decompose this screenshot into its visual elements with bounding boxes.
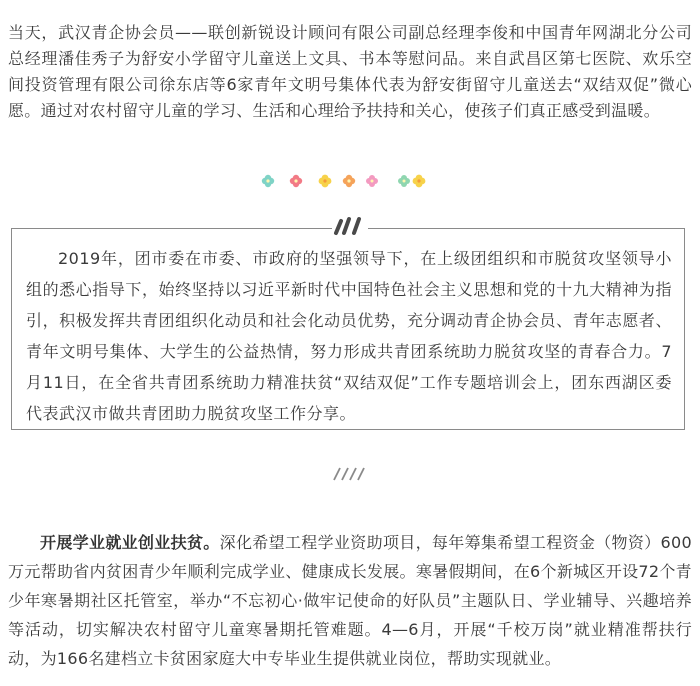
- flower-icon: [398, 175, 410, 187]
- slash-divider-icon: [324, 466, 376, 482]
- quote-box-text: 2019年，团市委在市委、市政府的坚强领导下，在上级团组织和市脱贫攻坚领导小组的悉心指导下，始终坚持以习近平新时代中国特色社会主义思想和党的十九大精神为指引，积极发挥共青团组织化动员和社会化动员优势，充分调动青企协会员、青年志愿者、青年文明号集体、大学生的公益热情，努力形成共青团系统助力脱贫攻坚的青春合力。7月11日，在全省共青团系统助力精准扶贫“双结双促”工作专题培训会上，团东西湖区委代表武汉市做共青团助力脱贫攻坚工作分享。: [26, 249, 672, 423]
- flower-icon: [343, 175, 355, 187]
- flower-icon: [366, 175, 378, 187]
- quote-box: [11, 228, 685, 430]
- flower-icon: [290, 175, 302, 187]
- flower-icon: [262, 175, 274, 187]
- section-lead-heading: 开展学业就业创业扶贫。: [40, 533, 220, 552]
- flower-icon: [413, 175, 426, 188]
- flower-icon: [319, 175, 332, 188]
- quote-mark-icon: [332, 215, 368, 239]
- section-body-text: 深化希望工程学业资助项目，每年筹集希望工程资金（物资）600万元帮助省内贫困青少年顺利完成学业、健康成长发展。寒暑假期间，在6个新城区开设72个青少年寒暑期社区托管室，举办“不忘初心·做牢记使命的好队员”主题队日、学业辅导、兴趣培养等活动，切实解决农村留守儿童寒暑期托管难题。4—6月，开展“千校万岗”就业精准帮扶行动，为166名建档立卡贫困家庭大中专毕业生提供就业岗位，帮助实现就业。: [8, 533, 692, 668]
- flower-decoration: [0, 172, 700, 190]
- article-paragraph-employment: [8, 528, 692, 673]
- article-paragraph-intro: 当天，武汉青企协会员——联创新锐设计顾问有限公司副总经理李俊和中国青年网湖北分公司总经理潘佳秀子为舒安小学留守儿童送上文具、书本等慰问品。来自武昌区第七医院、欢乐空间投资管理有限公司徐东店等6家青年文明号集体代表为舒安街留守儿童送去“双结双促”微心愿。通过对农村留守儿童的学习、生活和心理给予扶持和关心，使孩子们真正感受到温暖。: [8, 23, 692, 120]
